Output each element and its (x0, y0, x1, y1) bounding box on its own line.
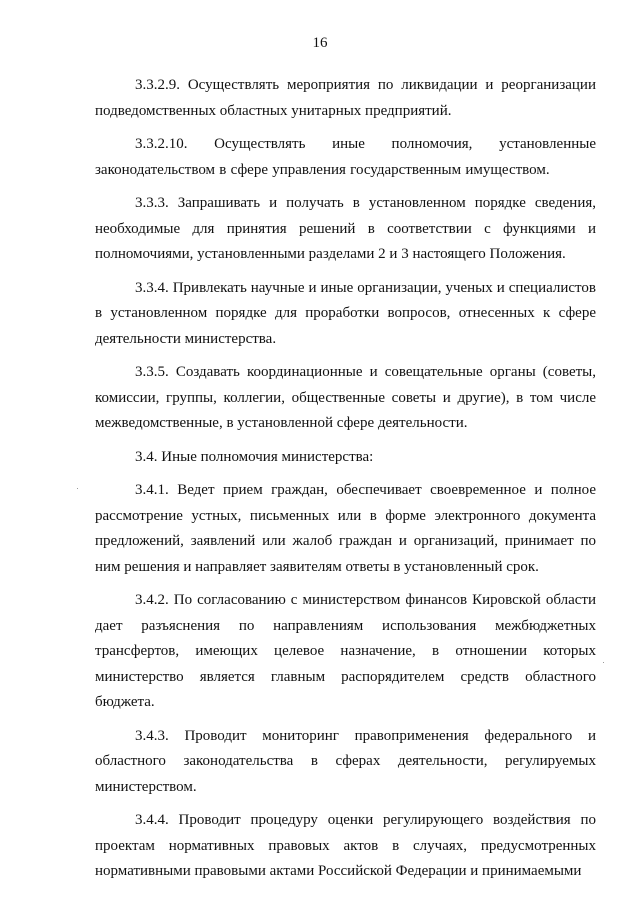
paragraph-3-4-3: 3.4.3. Проводит мониторинг правоприменения федерального и областного законодательства в сферах деятельности, регулируемых министерством. (95, 727, 596, 795)
page-number: 16 (312, 35, 328, 51)
paragraph-3-4-2: 3.4.2. По согласованию с министерством финансов Кировской области дает разъяснения по направлениям использования межбюджетных трансфертов, имеющих целевое назначение, в отношении которых министерство является главным распорядителем средств областного бюджета. (95, 592, 596, 710)
paragraph-3-3-2-9: 3.3.2.9. Осуществлять мероприятия по ликвидации и реорганизации подведомственных областных унитарных предприятий. (95, 77, 596, 119)
paragraph-3-4-1: 3.4.1. Ведет прием граждан, обеспечивает своевременное и полное рассмотрение устных, письменных или в форме электронного документа предложений, заявлений или жалоб граждан и организаций, принимает по ним решения и направляет заявителям ответы в установленный срок. (95, 482, 596, 575)
paragraph-3-3-2-10: 3.3.2.10. Осуществлять иные полномочия, установленные законодательством в сфере управления государственным имуществом. (95, 136, 596, 178)
document-body (95, 73, 596, 893)
paragraph-3-3-4: 3.3.4. Привлекать научные и иные организации, ученых и специалистов в установленном порядке для проработки вопросов, отнесенных к сфере деятельности министерства. (95, 279, 596, 347)
paragraph-3-3-3: 3.3.3. Запрашивать и получать в установленном порядке сведения, необходимые для принятия решений в соответствии с функциями и полномочиями, установленными разделами 2 и 3 настоящего Положения. (95, 195, 596, 262)
paragraph-3-3-5: 3.3.5. Создавать координационные и совещательные органы (советы, комиссии, группы, коллегии, общественные советы и другие), в том числе межведомственные, в установленной сфере деятельности. (95, 364, 596, 431)
paragraph-3-4: 3.4. Иные полномочия министерства: (135, 448, 374, 465)
paragraph-3-4-4: 3.4.4. Проводит процедуру оценки регулирующего воздействия по проектам нормативных правовых актов в случаях, предусмотренных нормативными правовыми актами Российской Федерации и принимаемыми (95, 812, 596, 879)
scan-speck (603, 662, 604, 663)
scan-speck (77, 488, 78, 489)
